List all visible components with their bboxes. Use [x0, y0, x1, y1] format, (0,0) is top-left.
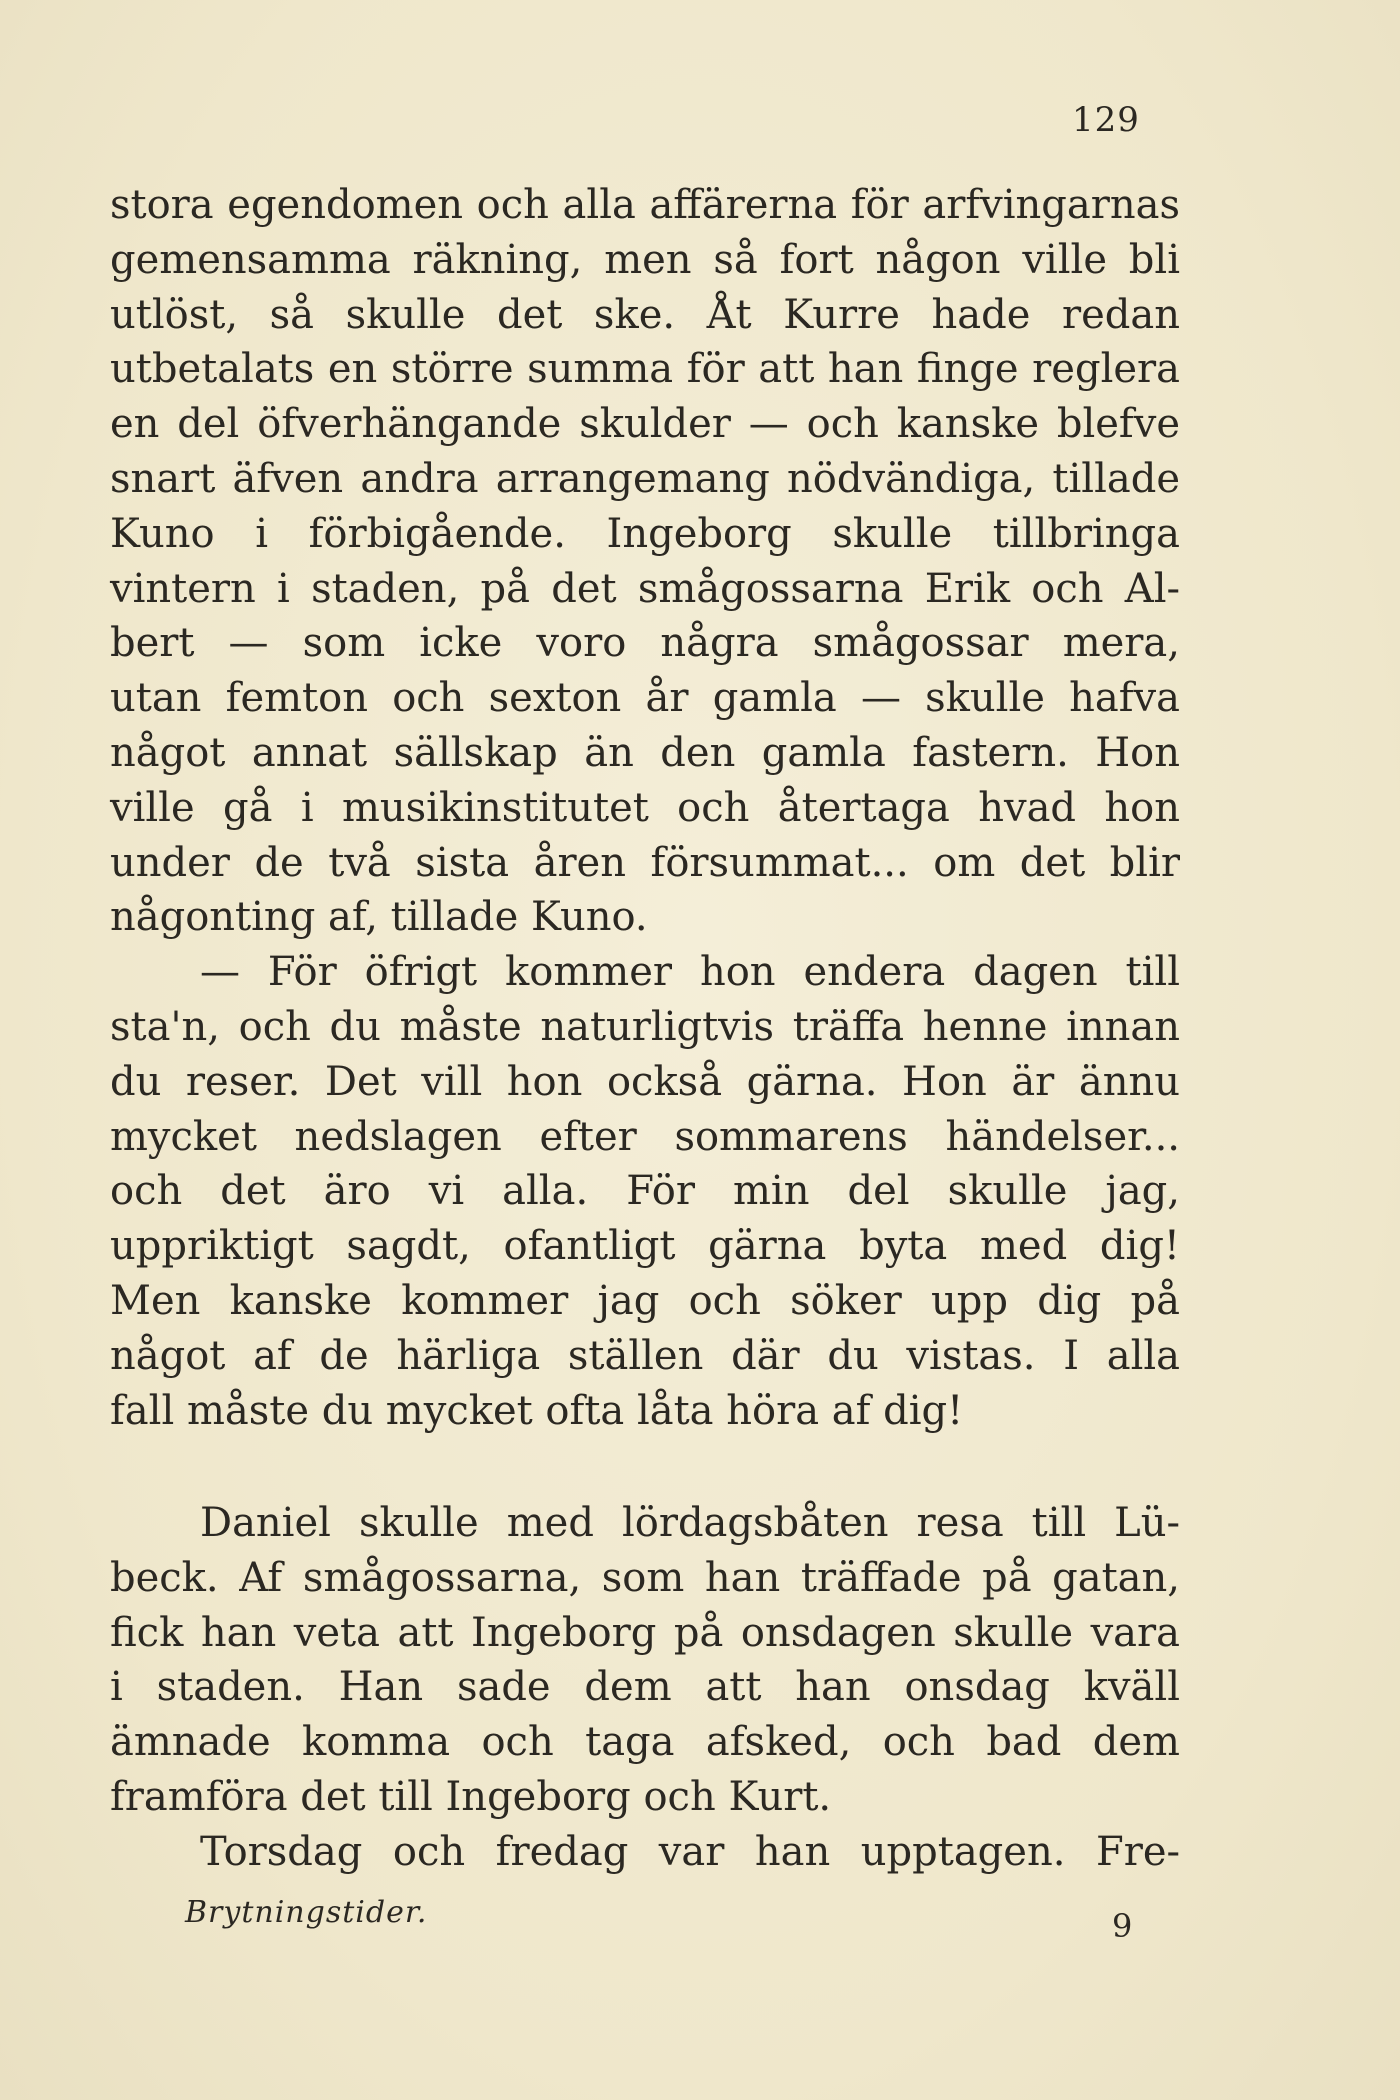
- text-line: en del öfverhängande skulder — och kanske blefve: [110, 401, 1180, 448]
- footer-sheet-number: 9: [1112, 1907, 1133, 1945]
- text-line: bert — som icke voro några smågossar mera,: [110, 620, 1180, 667]
- text-line: något annat sällskap än den gamla fastern. Hon: [110, 729, 1180, 776]
- text-line: Daniel skulle med lördagsbåten resa till Lü-: [200, 1500, 1180, 1546]
- text-line: utlöst, så skulle det ske. Åt Kurre hade redan: [110, 291, 1180, 338]
- text-line: någonting af, tillade Kuno.: [110, 894, 648, 941]
- text-line: Torsdag och fredag var han upptagen. Fre-: [200, 1828, 1180, 1875]
- text-line: vintern i staden, på det smågossarna Erik och Al-: [110, 565, 1180, 612]
- text-line: Kuno i förbigående. Ingeborg skulle tillbringa: [110, 510, 1180, 557]
- text-block-main: [110, 178, 1180, 1438]
- text-line: ämnade komma och taga afsked, och bad dem: [110, 1719, 1180, 1766]
- text-line: utan femton och sexton år gamla — skulle hafva: [110, 675, 1180, 722]
- text-line: och det äro vi alla. För min del skulle jag,: [110, 1168, 1180, 1215]
- text-line: i staden. Han sade dem att han onsdag kväll: [110, 1664, 1180, 1711]
- text-line: under de två sista åren försummat... om det blir: [110, 839, 1180, 886]
- page-number: 129: [1072, 100, 1140, 140]
- text-line: beck. Af smågossarna, som han träffade på gatan,: [110, 1554, 1180, 1601]
- text-line: uppriktigt sagdt, ofantligt gärna byta med dig!: [110, 1223, 1180, 1270]
- text-line: — För öfrigt kommer hon endera dagen till: [200, 949, 1180, 996]
- text-line: mycket nedslagen efter sommarens händelser...: [110, 1113, 1180, 1160]
- text-line: utbetalats en större summa för att han finge reglera: [110, 346, 1180, 393]
- text-block-section-2: [110, 1496, 1180, 1880]
- text-line: snart äfven andra arrangemang nödvändiga, tillade: [110, 455, 1180, 502]
- text-line: fall måste du mycket ofta låta höra af dig!: [110, 1387, 964, 1434]
- text-line: du reser. Det vill hon också gärna. Hon är ännu: [110, 1058, 1180, 1105]
- text-line: något af de härliga ställen där du vistas. I alla: [110, 1332, 1180, 1379]
- text-line: sta'n, och du måste naturligtvis träffa henne innan: [110, 1003, 1180, 1050]
- text-line: gemensamma räkning, men så fort någon ville bli: [110, 236, 1180, 283]
- text-line: ville gå i musikinstitutet och återtaga hvad hon: [110, 784, 1180, 831]
- text-line: Men kanske kommer jag och söker upp dig på: [110, 1277, 1180, 1324]
- text-line: fick han veta att Ingeborg på onsdagen skulle vara: [110, 1609, 1180, 1656]
- text-line: framföra det till Ingeborg och Kurt.: [110, 1773, 832, 1820]
- text-line: stora egendomen och alla affärerna för arfvingarnas: [110, 182, 1180, 228]
- footer-signature: Brytningstider.: [185, 1895, 428, 1930]
